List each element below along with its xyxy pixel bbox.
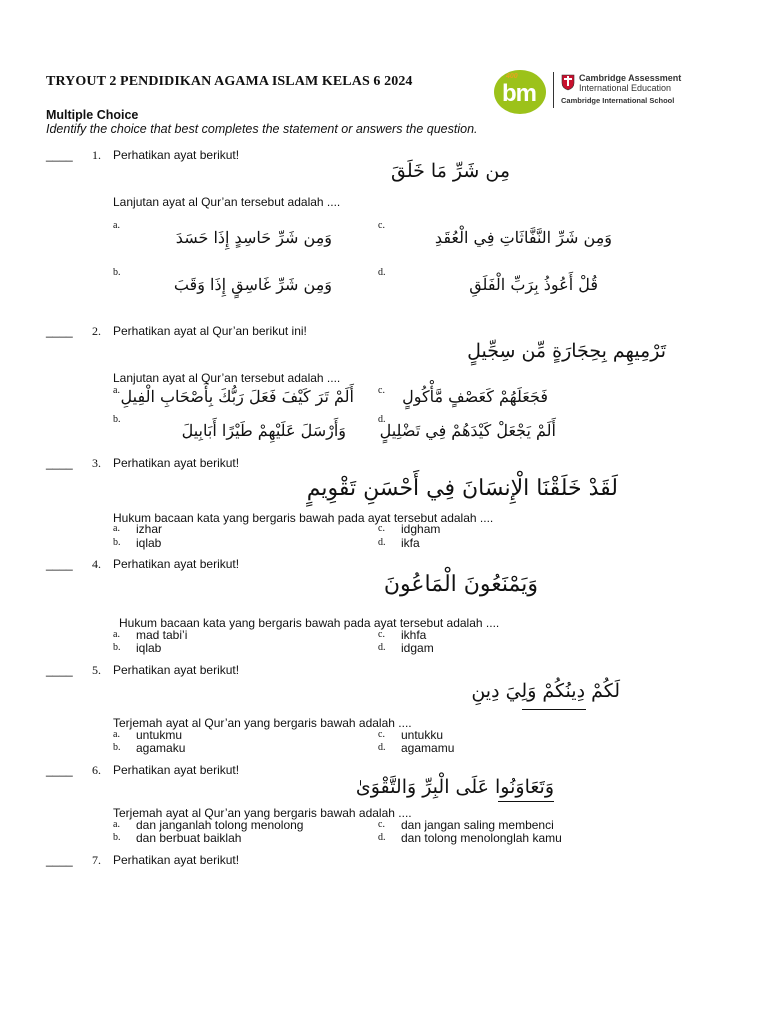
underline-mark — [498, 801, 554, 802]
question-prompt: Perhatikan ayat al Qur’an berikut ini! — [113, 324, 307, 338]
option-label: c. — [378, 523, 385, 534]
question-text: Hukum bacaan kata yang bergaris bawah pada ayat tersebut adalah .... — [113, 511, 494, 525]
option-text[interactable]: idgam — [401, 641, 434, 655]
option-text[interactable]: iqlab — [136, 641, 162, 655]
option-label: a. — [113, 523, 120, 534]
option-text[interactable]: فَجَعَلَهُمْ كَعَصْفٍ مَّأْكُولٍ — [402, 387, 548, 406]
answer-blank[interactable]: ____ — [46, 663, 73, 677]
question-text: Terjemah ayat al Qur’an yang bergaris bawah adalah .... — [113, 806, 412, 820]
logo-divider — [553, 72, 554, 108]
option-text[interactable]: idgham — [401, 522, 441, 536]
underline-mark — [522, 709, 586, 710]
question-prompt: Perhatikan ayat berikut! — [113, 148, 240, 162]
option-text[interactable]: mad tabi’i — [136, 628, 188, 642]
section-heading: Multiple Choice — [46, 108, 139, 122]
option-label: a. — [113, 729, 120, 740]
option-text[interactable]: أَلَمْ يَجْعَلْ كَيْدَهُمْ فِي تَضْلِيلٍ — [379, 421, 556, 440]
option-label: a. — [113, 385, 120, 396]
option-text[interactable]: وَمِن شَرِّ النَّفَّاثَاتِ فِي الْعُقَدِ — [434, 228, 612, 247]
answer-blank[interactable]: ____ — [46, 853, 73, 867]
option-text[interactable]: dan janganlah tolong menolong — [136, 818, 304, 832]
arabic-verse: تَرْمِيهِم بِحِجَارَةٍ مِّن سِجِّيلٍ — [467, 340, 666, 362]
option-text[interactable]: untukmu — [136, 728, 183, 742]
option-text[interactable]: agamaku — [136, 741, 186, 755]
cambridge-shield-icon — [561, 74, 575, 91]
arabic-verse: وَتَعَاوَنُوا عَلَى الْبِرِّ وَالتَّقْوَىٰ — [355, 776, 554, 798]
cambridge-line-3: Cambridge International School — [561, 96, 675, 105]
option-label: b. — [113, 742, 121, 753]
question-prompt: Perhatikan ayat berikut! — [113, 853, 240, 867]
option-text[interactable]: dan jangan saling membenci — [401, 818, 554, 832]
cambridge-line-1: Cambridge Assessment — [579, 73, 682, 83]
option-text[interactable]: izhar — [136, 522, 163, 536]
cambridge-line-2: International Education — [579, 83, 672, 93]
option-label: a. — [113, 819, 120, 830]
option-label: b. — [113, 642, 121, 653]
question-number: 6. — [92, 763, 101, 777]
option-text[interactable]: untukku — [401, 728, 444, 742]
option-text[interactable]: ikhfa — [401, 628, 427, 642]
question-prompt: Perhatikan ayat berikut! — [113, 557, 240, 571]
answer-blank[interactable]: ____ — [46, 557, 73, 571]
option-label: d. — [378, 537, 386, 548]
option-label: d. — [378, 742, 386, 753]
option-text[interactable]: أَلَمْ تَرَ كَيْفَ فَعَلَ رَبُّكَ بِأَصْحَابِ الْفِيلِ — [120, 387, 354, 406]
question-prompt: Perhatikan ayat berikut! — [113, 456, 240, 470]
answer-blank[interactable]: ____ — [46, 456, 73, 470]
arabic-verse: لَكُمْ دِينُكُمْ وَلِيَ دِينِ — [471, 680, 620, 702]
arabic-verse: مِن شَرِّ مَا خَلَقَ — [390, 160, 510, 182]
question-prompt: Perhatikan ayat berikut! — [113, 663, 240, 677]
answer-blank[interactable]: ____ — [46, 763, 73, 777]
option-label: c. — [378, 220, 385, 231]
answer-blank[interactable]: ____ — [46, 324, 73, 338]
option-label: d. — [378, 832, 386, 843]
question-number: 1. — [92, 148, 101, 162]
question-number: 7. — [92, 853, 101, 867]
option-label: a. — [113, 629, 120, 640]
option-label: a. — [113, 220, 120, 231]
instructions: Identify the choice that best completes the statement or answers the question. — [46, 122, 478, 136]
question-prompt: Perhatikan ayat berikut! — [113, 763, 240, 777]
question-text: Lanjutan ayat al Qur’an tersebut adalah .... — [113, 371, 341, 385]
option-text[interactable]: وَأَرْسَلَ عَلَيْهِمْ طَيْرًا أَبَابِيلَ — [181, 421, 346, 440]
question-number: 2. — [92, 324, 101, 338]
question-text: Lanjutan ayat al Qur’an tersebut adalah .... — [113, 195, 341, 209]
bm-logo-text: bm — [502, 80, 536, 107]
option-label: d. — [378, 642, 386, 653]
question-number: 3. — [92, 456, 101, 470]
option-text[interactable]: وَمِن شَرِّ حَاسِدٍ إِذَا حَسَدَ — [175, 228, 332, 247]
option-text[interactable]: وَمِن شَرِّ غَاسِقٍ إِذَا وَقَبَ — [173, 275, 332, 294]
question-number: 5. — [92, 663, 101, 677]
option-label: b. — [113, 832, 121, 843]
option-text[interactable]: dan tolong menolonglah kamu — [401, 831, 562, 845]
arabic-verse: وَيَمْنَعُونَ الْمَاعُونَ — [383, 572, 538, 597]
answer-blank[interactable]: ____ — [46, 148, 73, 162]
option-label: d. — [378, 414, 386, 425]
option-text[interactable]: iqlab — [136, 536, 162, 550]
option-text[interactable]: dan berbuat baiklah — [136, 831, 242, 845]
option-label: b. — [113, 267, 121, 278]
question-text: Hukum bacaan kata yang bergaris bawah pada ayat tersebut adalah .... — [119, 616, 500, 630]
option-label: c. — [378, 819, 385, 830]
option-label: c. — [378, 629, 385, 640]
question-text: Terjemah ayat al Qur’an yang bergaris bawah adalah .... — [113, 716, 412, 730]
option-text[interactable]: قُلْ أَعُوذُ بِرَبِّ الْفَلَقِ — [469, 275, 598, 294]
option-text[interactable]: agamamu — [401, 741, 455, 755]
option-label: b. — [113, 414, 121, 425]
option-label: d. — [378, 267, 386, 278]
option-label: c. — [378, 385, 385, 396]
arabic-verse: لَقَدْ خَلَقْنَا الْإِنسَانَ فِي أَحْسَنِ تَقْوِيمٍ — [306, 476, 618, 501]
exam-title: TRYOUT 2 PENDIDIKAN AGAMA ISLAM KELAS 6 2024 — [46, 74, 413, 89]
option-text[interactable]: ikfa — [401, 536, 420, 550]
question-number: 4. — [92, 557, 101, 571]
option-label: c. — [378, 729, 385, 740]
bm-logo-400: 400 — [506, 73, 518, 80]
option-label: b. — [113, 537, 121, 548]
